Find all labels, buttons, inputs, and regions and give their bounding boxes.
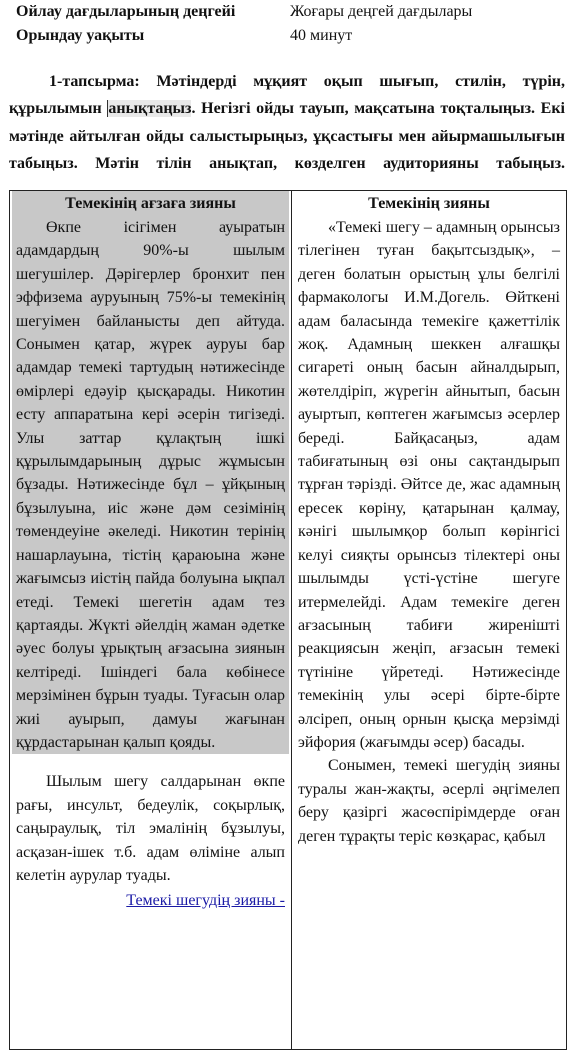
right-paragraph-2 (298, 754, 560, 848)
source-link[interactable]: Темекі шегудің зияны - (126, 892, 285, 910)
task-text-part2: . Негізгі ойды тауып, мақсатына тоқталыңыз. Екі мәтінде айтылған ойды салыстырыңыз, ұқсастығы мен айырмашылығын табыңыз. Мәтін тілін анықтап, көзделген аудиторияны табыңыз. (9, 100, 566, 173)
meta-value: 40 минут (290, 27, 353, 44)
right-paragraph-1 (298, 216, 560, 754)
left-paragraph-2 (16, 770, 285, 887)
meta-row-time (16, 24, 568, 48)
left-highlighted-block (12, 216, 289, 754)
meta-key: Ойлау дағдыларының деңгейі (16, 3, 236, 20)
meta-table (16, 0, 568, 48)
left-paragraph-2-text: Шылым шегу салдарынан өкпе рағы, инсульт, бедеулік, соқырлық, саңыраулық, тіл эмалінің бұзылуы, асқазан-ішек т.б. адам өліміне алып келетін аурулар туады. (16, 773, 285, 884)
right-column (292, 191, 566, 1049)
meta-value: Жоғары деңгей дағдылары (290, 3, 473, 20)
comparison-table (9, 190, 567, 1050)
meta-row-skill-level (16, 0, 568, 24)
task-text-part1: 1-тапсырма: Мәтіндерді мұқият оқып шығып, стилін, түрін, құрылымын (9, 73, 565, 118)
left-column-title: Темекінің ағзаға зияны (12, 191, 289, 216)
right-column-title: Темекінің зияны (368, 195, 490, 212)
right-paragraph-1-text: «Темекі шегу – адамның орынсыз тілегінен туған бақытсыздық», – деген болатын орыстың ұлы белгілі фармакологы И.М.Догель. Өйткені адам баласында темекіге қажеттілік жоқ. Адамның шеккен алғашқы сигареті оның басын айналдырып, жөтелдіріп, жүрегін айнытып, басын ауыртып, көптеген жағымсыз әсерлер береді. Байқасаңыз, адам табиғатының өзі оны сақтандырып тұрған тәрізді. Әйтсе де, жас адамның ересек көріну, қатарынан қалмау, кәнігі шылымқор болып көрінгісі келуі сияқты орынсыз тілектері оны шылымды үсті-үстіне шегуге итермелейді. Адам темекіге деген ағзасының табиғи жиренішті реакциясын жеңіп, ағзасын темекі түтініне үйретеді. Нәтижесінде темекінің улы әсері бірте-бірте әлсіреп, оның орнын қысқа мерзімді эйфория (жағымды әсер) басады. (298, 219, 560, 751)
left-column (10, 191, 292, 1049)
meta-key: Орындау уақыты (16, 27, 145, 44)
left-paragraph-1-text: Өкпе ісігімен ауыратын адамдардың 90%-ы шылым шегушілер. Дәрігерлер бронхит пен эффизема ауруының 75%-ы темекінің шегуімен байланысты деп айтуда. Сонымен қатар, жүрек ауруы бар адамдар темекі тартудың нәтижесінде өмірлері едәуір қысқарады. Никотин есту аппаратына кері әсерін тигізеді. Улы заттар құлақтың ішкі құрылымдарының дұрыс жұмысын бұзады. Нәтижесінде бұл – ұйқының бұзылуына, иіс және дәм сезімінің төмендеуіне әкеледі. Никотин терінің нашарлауына, тістің қараюына және жағымсыз иістің пайда болуына ықпал етеді. Темекі шегетін адам тез қартаяды. Жүкті әйелдің жаман әдетке әуес болуы ұрықтың ағзасына зиянын келтіреді. Ішіндегі бала көбінесе мерзімінен бұрын туады. Туғасын олар жиі ауырып, дамуы жағынан құрдастарынан қалып қояды. (16, 219, 285, 751)
task-instructions (9, 68, 565, 178)
highlighted-word[interactable]: анықтаңыз (108, 100, 192, 118)
left-paragraph-1 (16, 216, 285, 754)
right-paragraph-2-text: Сонымен, темекі шегудің зияны туралы жан-жақты, әсерлі әңгімелеп беру қазіргі жасөспірімдерде оған деген тұрақты теріс көзқарас, қабыл (298, 757, 560, 845)
